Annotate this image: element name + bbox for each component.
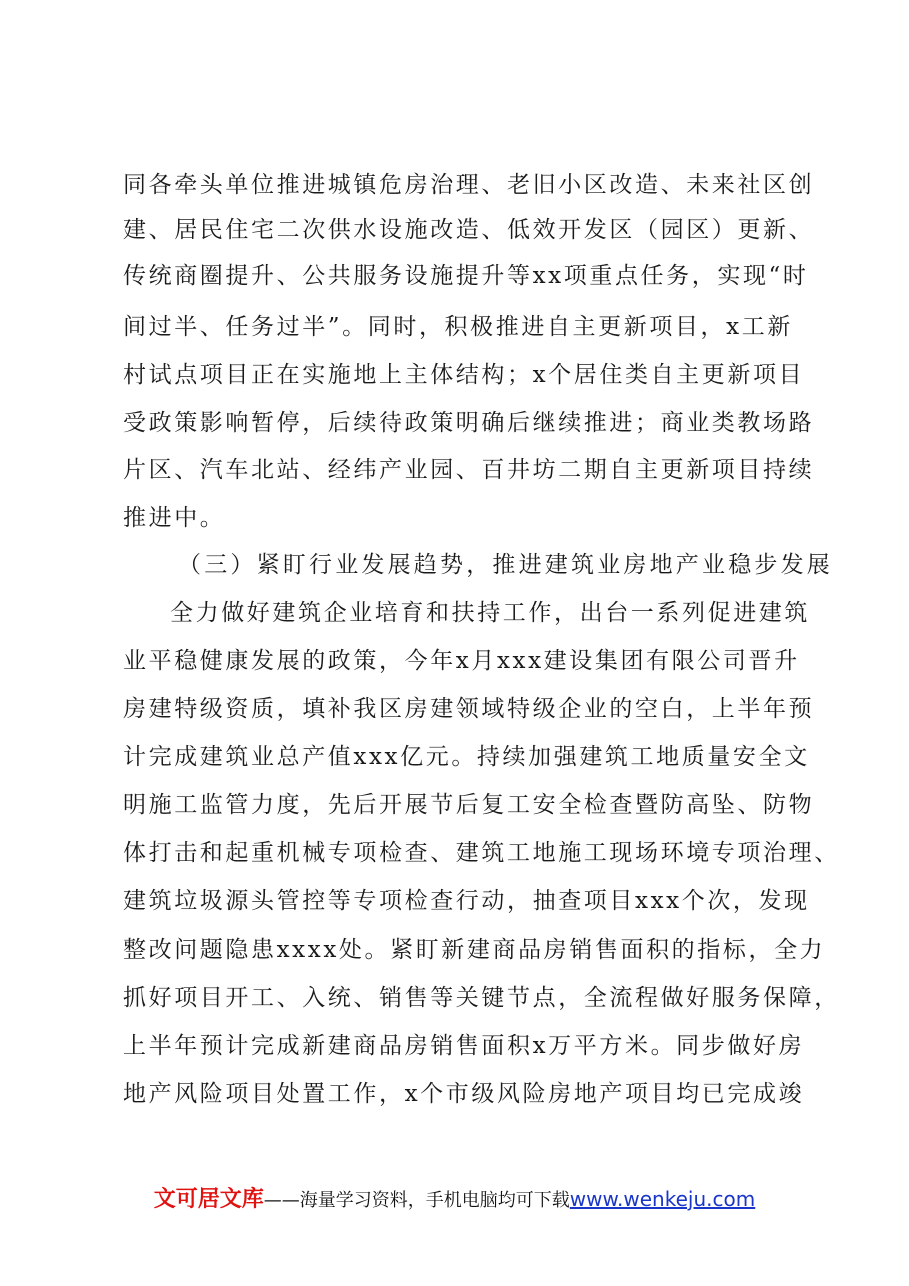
footer-slogan: ——海量学习资料，手机电脑均可下载 [263,1190,570,1211]
body-line: 推进中。 [123,505,226,531]
body-line: 体打击和起重机械专项检查、建筑工地施工现场环境专项治理、 [123,840,840,866]
body-line: 明施工监管力度，先后开展节后复工安全检查暨防高坠、防物 [123,792,815,818]
footer-brand: 文可居文库 [153,1187,264,1212]
body-line: 建、居民住宅二次供水设施改造、低效开发区（园区）更新、 [123,217,815,243]
section-heading: （三）紧盯行业发展趋势，推进建筑业房地产业稳步发展 [178,552,833,578]
body-line: 村试点项目正在实施地上主体结构；x个居住类自主更新项目 [123,362,805,388]
body-line: 业平稳健康发展的政策，今年x月xxx建设集团有限公司晋升 [123,648,800,674]
body-line: 间过半、任务过半”。同时，积极推进自主更新项目，x工新 [123,314,793,340]
body-line: 片区、汽车北站、经纬产业园、百井坊二期自主更新项目持续 [123,457,815,483]
body-line: 传统商圈提升、公共服务设施提升等xx项重点任务，实现“时 [123,263,809,289]
body-line: 受政策影响暂停，后续待政策明确后继续推进；商业类教场路 [123,410,815,436]
body-line: 整改问题隐患xxxx处。紧盯新建商品房销售面积的指标，全力 [123,937,826,963]
footer-site-link[interactable]: www.wenkeju.com [569,1187,756,1211]
body-line: 上半年预计完成新建商品房销售面积x万平方米。同步做好房 [123,1033,805,1059]
body-line: 全力做好建筑企业培育和扶持工作，出台一系列促进建筑 [170,600,810,626]
watermark-footer [0,1182,909,1213]
body-line: 同各牵头单位推进城镇危房治理、老旧小区改造、未来社区创 [123,172,815,198]
body-line: 房建特级资质，填补我区房建领域特级企业的空白，上半年预 [123,696,815,722]
body-line: 计完成建筑业总产值xxx亿元。持续加强建筑工地质量安全文 [123,744,810,770]
body-line: 抓好项目开工、入统、销售等关键节点，全流程做好服务保障， [123,985,840,1011]
body-line: 地产风险项目处置工作，x个市级风险房地产项目均已完成竣 [123,1081,805,1107]
body-line: 建筑垃圾源头管控等专项检查行动，抽查项目xxx个次，发现 [123,888,810,914]
